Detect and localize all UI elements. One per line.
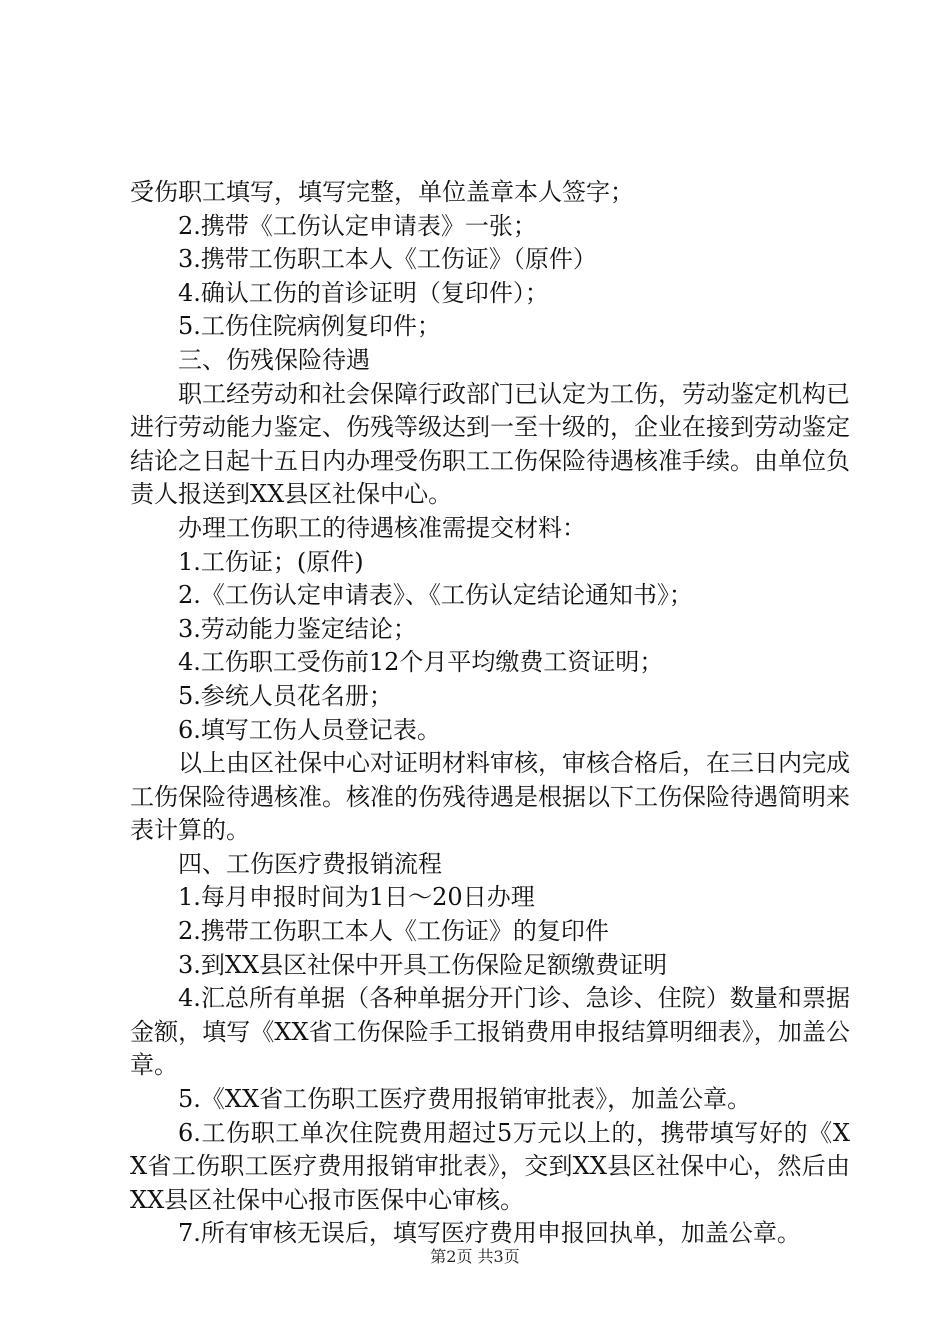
paragraph-14: 6.填写工伤人员登记表。 xyxy=(178,715,441,744)
paragraph-17: 1.每月申报时间为1日～20日办理 xyxy=(178,883,535,912)
document-body xyxy=(130,176,850,1251)
paragraph-21: 5.《XX省工伤职工医疗费用报销审批表》，加盖公章。 xyxy=(178,1085,752,1114)
paragraph-13: 5.参统人员花名册； xyxy=(178,681,393,710)
paragraph-18: 2.携带工伤职工本人《工伤证》的复印件 xyxy=(178,917,609,946)
paragraph-8: 办理工伤职工的待遇核准需提交材料： xyxy=(178,513,586,542)
page-number-label: 第2页 共3页 xyxy=(430,1247,520,1266)
page-footer xyxy=(0,1244,950,1267)
paragraph-2: 2.携带《工伤认定申请表》一张； xyxy=(178,211,537,240)
paragraph-7: 职工经劳动和社会保障行政部门已认定为工伤，劳动鉴定机构已进行劳动能力鉴定、伤残等级达到一至十级的，企业在接到劳动鉴定结论之日起十五日内办理受伤职工工伤保险待遇核准手续。由单位负责人报送到XX县区社保中心。 xyxy=(130,379,850,509)
section-heading-4: 四、工伤医疗费报销流程 xyxy=(178,849,442,878)
paragraph-5: 5.工伤住院病例复印件； xyxy=(178,312,441,341)
paragraph-11: 3.劳动能力鉴定结论； xyxy=(178,614,417,643)
section-heading-3: 三、伤残保险待遇 xyxy=(178,345,370,374)
paragraph-19: 3.到XX县区社保中开具工伤保险足额缴费证明 xyxy=(178,950,668,979)
paragraph-20: 4.汇总所有单据（各种单据分开门诊、急诊、住院）数量和票据金额，填写《XX省工伤保险手工报销费用申报结算明细表》，加盖公章。 xyxy=(130,984,850,1080)
paragraph-9: 1.工伤证；(原件) xyxy=(178,547,364,576)
paragraph-1: 受伤职工填写，填写完整，单位盖章本人签字； xyxy=(130,178,634,206)
paragraph-3: 3.携带工伤职工本人《工伤证》（原件） xyxy=(178,245,597,274)
paragraph-22: 6.工伤职工单次住院费用超过5万元以上的，携带填写好的《XX省工伤职工医疗费用报销审批表》，交到XX县区社保中心，然后由XX县区社保中心报市医保中心审核。 xyxy=(130,1118,850,1214)
paragraph-12: 4.工伤职工受伤前12个月平均缴费工资证明； xyxy=(178,648,664,677)
paragraph-10: 2.《工伤认定申请表》、《工伤认定结论通知书》； xyxy=(178,581,693,610)
paragraph-15: 以上由区社保中心对证明材料审核，审核合格后，在三日内完成工伤保险待遇核准。核准的伤残待遇是根据以下工伤保险待遇简明来表计算的。 xyxy=(130,749,850,845)
paragraph-4: 4.确认工伤的首诊证明（复印件）； xyxy=(178,278,549,307)
paragraph-23: 7.所有审核无误后，填写医疗费用申报回执单，加盖公章。 xyxy=(178,1219,801,1248)
